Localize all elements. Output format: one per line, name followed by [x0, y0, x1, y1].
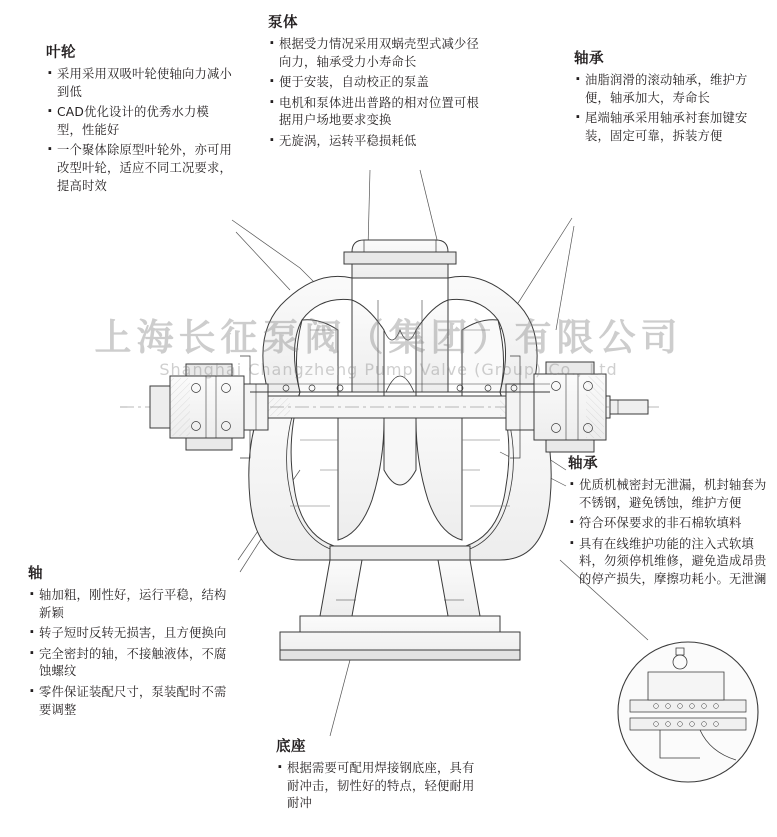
- annotation-bearing-lower-title: 轴承: [568, 456, 598, 472]
- watermark-chinese: 上海长征泵阀（集团）有限公司: [94, 316, 683, 359]
- list-item: · 轴加粗，刚性好，运行平稳，结构新颖: [28, 587, 238, 622]
- annotation-shaft-list: [28, 587, 238, 719]
- annotation-base-title: 底座: [276, 739, 306, 755]
- list-item: · 一个聚体除原型叶轮外，亦可用改型叶轮，适应不同工况要求，提高时效: [46, 142, 232, 195]
- annotation-pump-body-list: [268, 36, 480, 151]
- list-item: · 根据受力情况采用双蜗壳型式减少径向力，轴承受力小寿命长: [268, 36, 480, 71]
- annotation-bearing-upper-list: [574, 72, 770, 145]
- list-item: · 便于安装，自动校正的泵盖: [268, 74, 480, 92]
- list-item: · 尾端轴承采用轴承衬套加键安装，固定可靠，拆装方便: [574, 110, 770, 145]
- annotation-bearing-lower: [568, 455, 772, 592]
- annotation-base-list: [276, 760, 482, 813]
- list-item: · 完全密封的轴，不接触液体，不腐蚀螺纹: [28, 646, 238, 681]
- annotation-bearing-upper-title: 轴承: [574, 51, 604, 67]
- list-item: · 无旋涡，运转平稳损耗低: [268, 133, 480, 151]
- list-item: · 具有在线维护功能的注入式软填料，勿须停机维修，避免造成昂贵的停产损失，摩擦功耗小。无泄澜: [568, 536, 772, 589]
- annotation-pump-body-title: 泵体: [268, 15, 298, 31]
- list-item: · 转子短时反转无损害，且方便换向: [28, 625, 238, 643]
- list-item: · 优质机械密封无泄漏，机封轴套为不锈钢，避免锈蚀，维护方便: [568, 477, 772, 512]
- annotation-bearing-lower-list: [568, 477, 772, 589]
- annotation-bearing-upper: [574, 50, 770, 148]
- list-item: · 电机和泵体进出普路的相对位置可根据用户场地要求变换: [268, 95, 480, 130]
- list-item: · 采用采用双吸叶轮使轴向力减小到低: [46, 66, 232, 101]
- list-item: · 根据需要可配用焊接钢底座，具有耐冲击，韧性好的特点，轻便耐用耐冲: [276, 760, 482, 813]
- watermark-english: Shanghai Changzheng Pump Valve (Group) Co., Ltd: [159, 360, 618, 379]
- list-item: · 零件保证装配尺寸，泵装配时不需要调整: [28, 684, 238, 719]
- annotation-shaft-title: 轴: [28, 566, 43, 582]
- annotation-impeller-list: [46, 66, 232, 195]
- annotation-pump-body: [268, 14, 480, 154]
- list-item: · 符合环保要求的非石棉软填料: [568, 515, 772, 533]
- annotation-impeller-title: 叶轮: [46, 45, 76, 61]
- list-item: · 油脂润滑的滚动轴承，维护方便，轴承加大，寿命长: [574, 72, 770, 107]
- annotation-shaft: [28, 565, 238, 722]
- annotation-impeller: [46, 44, 232, 198]
- annotation-base: [276, 738, 482, 816]
- list-item: · CAD优化设计的优秀水力模型，性能好: [46, 104, 232, 139]
